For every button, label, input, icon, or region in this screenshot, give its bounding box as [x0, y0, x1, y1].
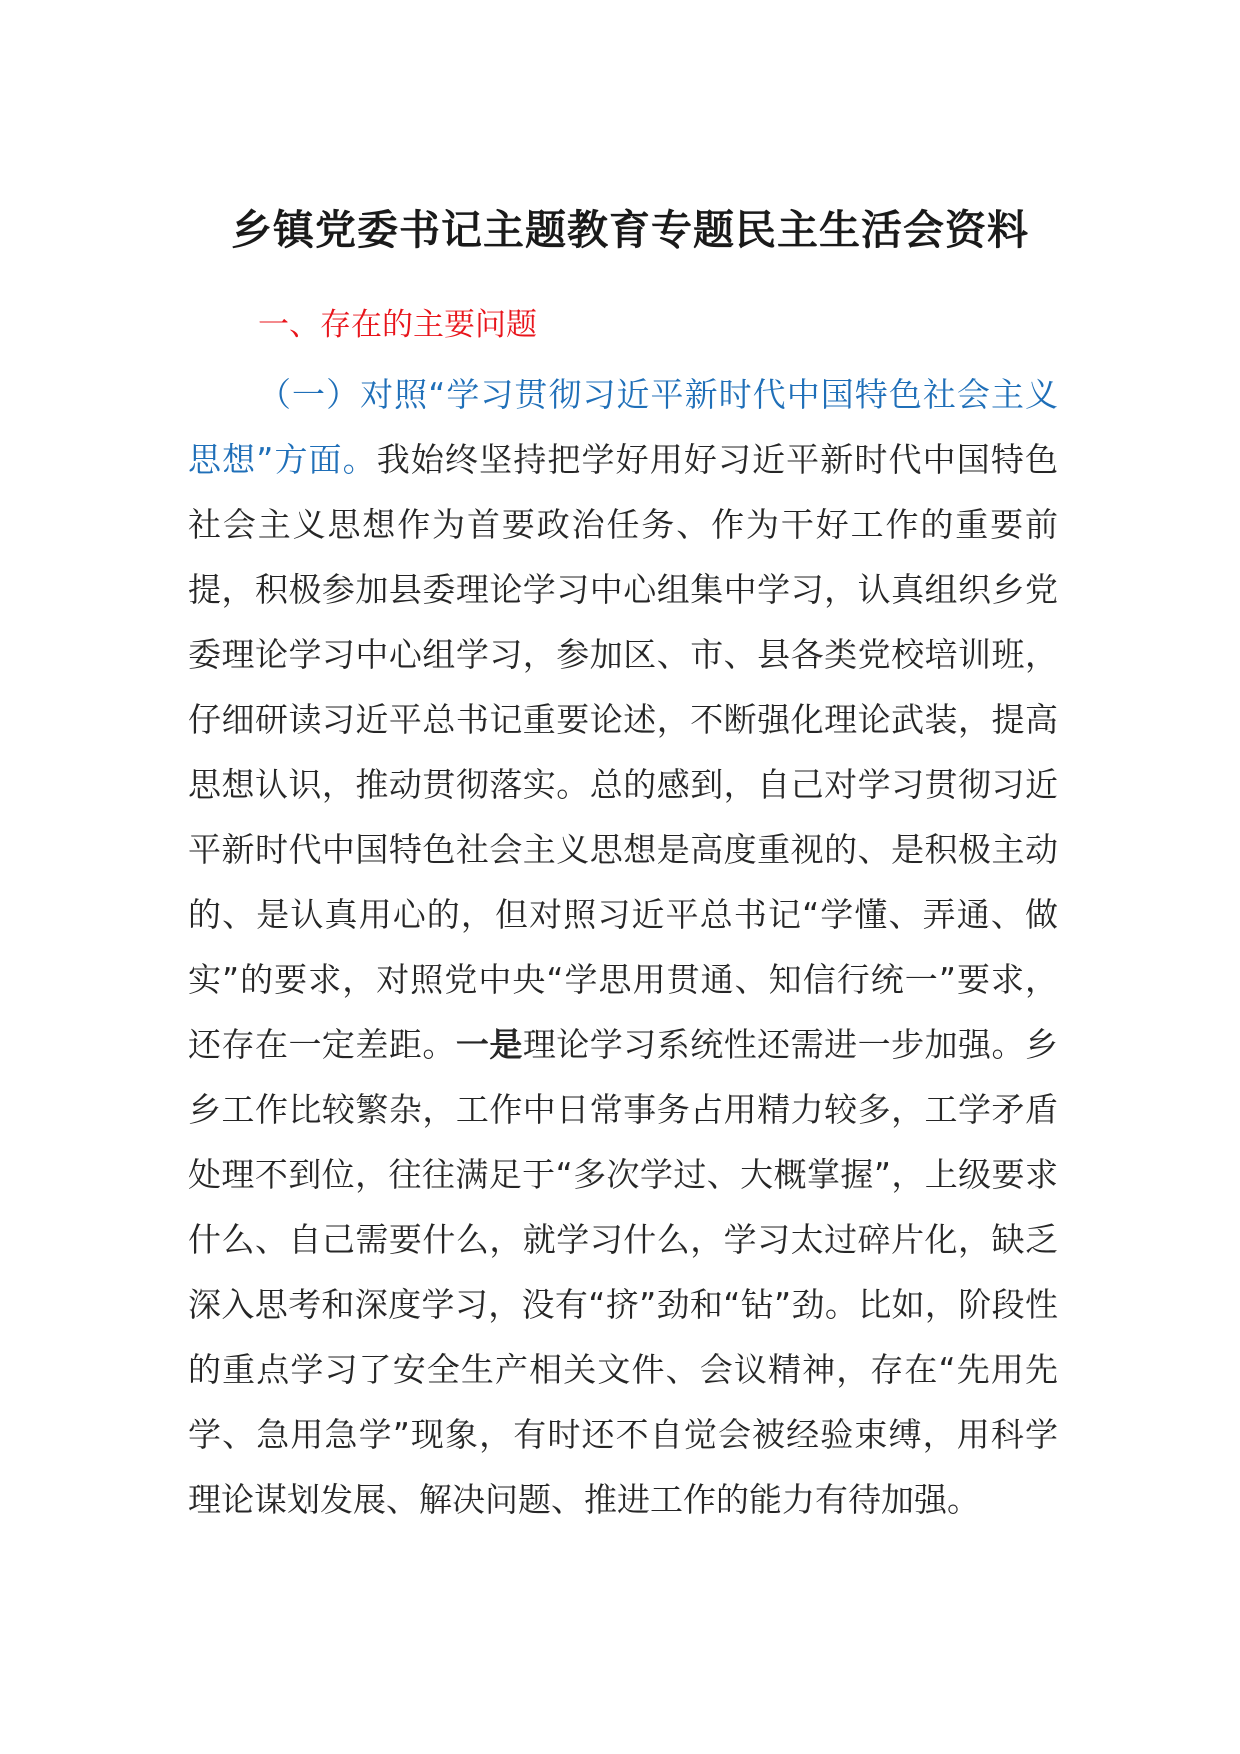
document-title: 乡镇党委书记主题教育专题民主生活会资料: [231, 206, 1029, 254]
paragraph-text-part2: 理论学习系统性还需进一步加强。乡乡工作比较繁杂，工作中日常事务占用精力较多，工学矛盾处理不到位，往往满足于“多次学过、大概掌握”，上级要求什么、自己需要什么，就学习什么，学习太过碎片化，缺乏深入思考和深度学习，没有“挤”劲和“钻”劲。比如，阶段性的重点学习了安全生产相关文件、会议精神，存在“先用先学、急用急学”现象，有时还不自觉会被经验束缚，用科学理论谋划发展、解决问题、推进工作的能力有待加强。: [188, 1025, 1059, 1519]
section-heading: 一、存在的主要问题: [258, 307, 537, 343]
subheading-text: （一）对照“学习贯彻习近平新时代中国特色社会主义思想”方面。: [188, 375, 1058, 479]
paragraph-text-part1: 我始终坚持把学好用好习近平新时代中国特色社会主义思想作为首要政治任务、作为干好工作的重要前提，积极参加县委理论学习中心组集中学习，认真组织乡党委理论学习中心组学习，参加区、市、县各类党校培训班，仔细研读习近平总书记重要论述，不断强化理论武装，提高思想认识，推动贯彻落实。总的感到，自己对学习贯彻习近平新时代中国特色社会主义思想是高度重视的、是积极主动的、是认真用心的，但对照习近平总书记“学懂、弄通、做实”的要求，对照党中央“学思用贯通、知信行统一”要求，还存在一定差距。: [188, 440, 1058, 1064]
bold-marker-text: 一是: [455, 1025, 523, 1064]
body-paragraph: [188, 362, 1058, 1532]
